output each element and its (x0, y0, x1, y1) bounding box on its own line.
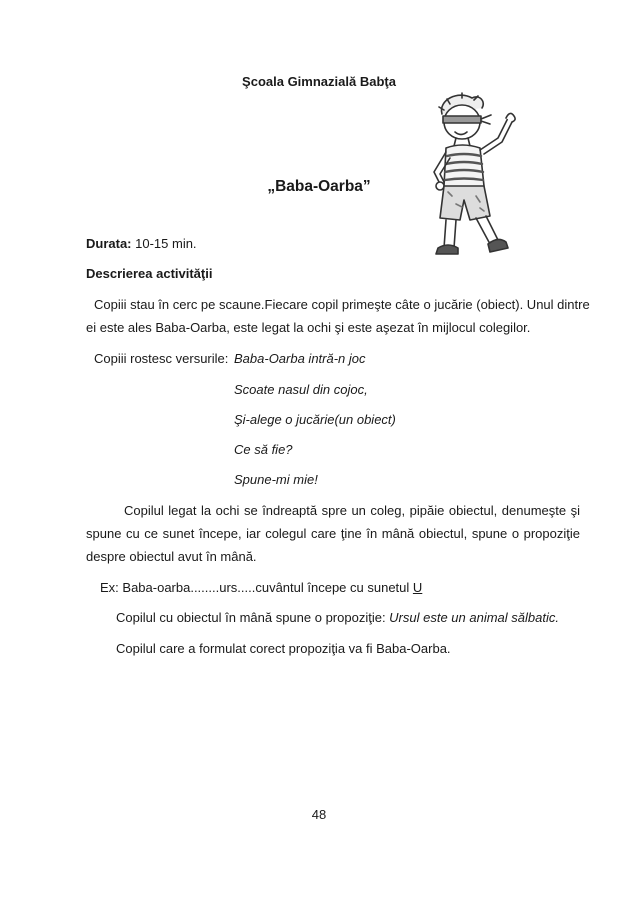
final-line: Copilul care a formulat corect propoziţia va fi Baba-Oarba. (116, 641, 451, 656)
example-line (100, 580, 422, 595)
poem-line: Scoate nasul din cojoc, (234, 382, 368, 397)
example-text: Ex: Baba-oarba........urs.....cuvântul începe cu sunetul (100, 580, 413, 595)
paragraph2-line1: Copilul legat la ochi se îndreaptă spre un coleg, pipăie obiectul, denumeşte şi (124, 503, 580, 518)
school-header: Şcoala Gimnazială Babţa (242, 74, 396, 89)
sentence-line (116, 610, 559, 625)
sentence-intro: Copilul cu obiectul în mână spune o propoziţie: (116, 610, 390, 625)
paragraph1-line2: ei este ales Baba-Oarba, este legat la ochi şi este aşezat în mijlocul colegilor. (86, 320, 531, 335)
example-sentence: Ursul este un animal sălbatic. (389, 610, 559, 625)
poem-line: Spune-mi mie! (234, 472, 318, 487)
verses-intro: Copiii rostesc versurile: (94, 351, 229, 366)
page-number: 48 (311, 807, 327, 822)
activity-title: „Baba-Oarba” (267, 178, 371, 195)
paragraph1-line1: Copiii stau în cerc pe scaune.Fiecare copil primeşte câte o jucărie (obiect). Unul dintre (94, 297, 590, 312)
poem-line: Şi-alege o jucărie(un obiect) (234, 412, 396, 427)
poem-line: Baba-Oarba intră-n joc (234, 351, 366, 366)
description-heading: Descrierea activităţii (86, 266, 213, 281)
duration-value: 10-15 min. (131, 236, 197, 251)
paragraph2-line3: despre obiectul avut în mână. (86, 549, 257, 564)
example-letter: U (412, 580, 423, 595)
duration-line (86, 236, 197, 251)
poem-line: Ce să fie? (234, 442, 293, 457)
duration-label: Durata: (86, 236, 132, 251)
paragraph2-line2: spune cu ce sunet începe, iar colegul care ţine în mână obiectul, spune o propoziţie (86, 526, 580, 541)
